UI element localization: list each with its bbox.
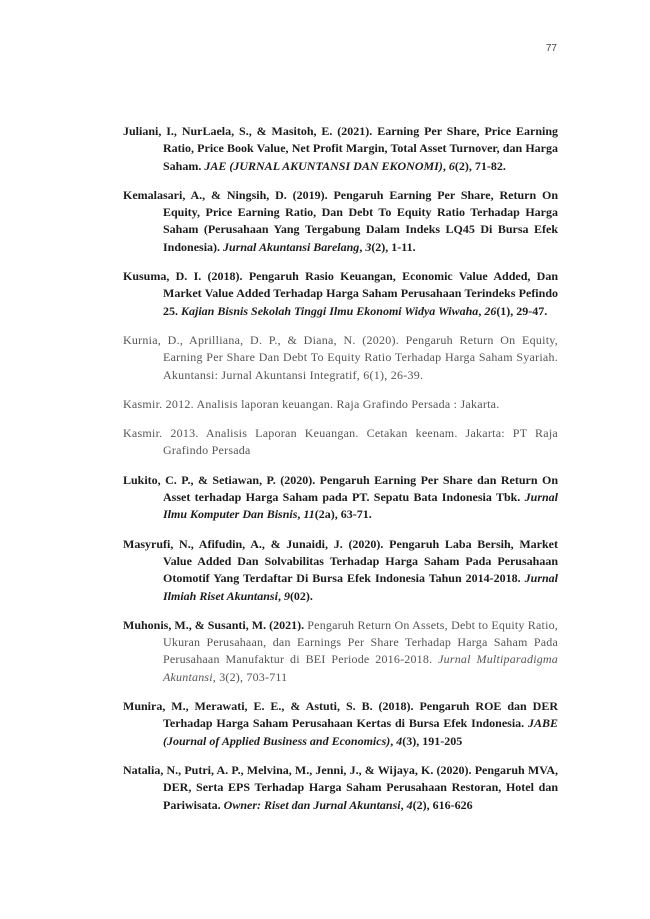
reference-authors: Kasmir. 2012. — [123, 396, 194, 411]
reference-title: Analisis laporan keuangan. Raja Grafindo Persada : Jakarta. — [193, 396, 500, 411]
reference-volume: 3 — [219, 669, 226, 684]
reference-title: Pengaruh Earning Per Share dan Return On Asset terhadap Harga Saham pada PT. Sepatu Bata Indonesia Tbk. — [163, 472, 558, 505]
reference-volume: 6 — [448, 158, 455, 173]
reference-sep: , — [277, 588, 284, 603]
reference-journal: Jurnal Akuntansi Barelang — [223, 239, 360, 254]
reference-title: Analisis Laporan Keuangan. Cetakan keenam. Jakarta: PT Raja Grafindo Persada — [163, 426, 558, 458]
reference-journal: JABE (Journal of Applied Business and Economics) — [163, 716, 558, 748]
reference-authors: Kemalasari, A., & Ningsih, D. (2019). — [123, 187, 328, 202]
reference-journal: Jurnal Multiparadigma Akuntansi — [163, 652, 558, 684]
reference-sep: , — [390, 733, 397, 748]
reference-authors: Kasmir. 2013. — [123, 426, 199, 441]
reference-issue-pages: (1), 29-47. — [496, 303, 548, 318]
reference-authors: Muhonis, M., & Susanti, M. (2021). — [123, 617, 305, 632]
reference-title: Pengaruh MVA, DER, Serta EPS Terhadap Harga Saham Perusahaan Restoran, Hotel dan Pariwisata. — [163, 762, 558, 812]
reference-issue-pages: (2a), 63-71. — [314, 507, 372, 522]
reference-sep: , — [359, 239, 366, 254]
reference-journal: Jurnal Ilmiah Riset Akuntansi — [163, 571, 558, 603]
reference-volume: 4 — [406, 797, 413, 812]
reference-entry — [123, 617, 558, 686]
reference-entry — [123, 187, 558, 256]
reference-entry — [123, 332, 558, 384]
reference-entry — [123, 762, 558, 814]
reference-entry — [123, 472, 558, 524]
page-number: 77 — [545, 43, 557, 54]
reference-sep: , — [400, 797, 407, 812]
reference-entry — [123, 396, 558, 413]
reference-entry — [123, 268, 558, 320]
reference-title: Pengaruh Earning Per Share, Return On Equity, Price Earning Ratio, Dan Debt To Equity Ratio Terhadap Harga Saham (Perusahaan Yang Tergabung Dalam Indeks LQ45 Di Bursa Efek Indonesia). — [163, 187, 558, 254]
reference-issue-pages: (2), 71-82. — [454, 158, 506, 173]
reference-entry — [123, 698, 558, 750]
reference-issue-pages: (3), 191-205 — [402, 733, 463, 748]
reference-issue-pages: (2), 703-711 — [225, 669, 288, 684]
reference-journal: JAE (JURNAL AKUNTANSI DAN EKONOMI) — [204, 158, 443, 173]
reference-authors: Juliani, I., NurLaela, S., & Masitoh, E. (2021). — [123, 124, 373, 138]
reference-title: Pengaruh Return On Assets, Debt to Equity Ratio, Ukuran Perusahaan, dan Earnings Per Share Terhadap Harga Saham Pada Perusahaan Manufaktur di BEI Periode 2016-2018. — [163, 617, 558, 667]
reference-entry — [123, 425, 558, 460]
reference-title: Earning Per Share, Price Earning Ratio, Price Book Value, Net Profit Margin, Total Asset Turnover, dan Harga Saham. — [163, 124, 558, 173]
reference-sep: , — [478, 303, 485, 318]
reference-title: Pengaruh Rasio Keuangan, Economic Value Added, Dan Market Value Added Terhadap Harga Saham Perusahaan Terindeks Pefindo 25. — [163, 269, 558, 318]
reference-sep: , — [212, 669, 220, 684]
reference-title: Pengaruh Laba Bersih, Market Value Added Dan Solvabilitas Terhadap Harga Saham Pada Perusahaan Otomotif Yang Terdaftar Di Bursa Efek Indonesia Tahun 2014-2018. — [163, 536, 558, 586]
reference-issue-pages: (2), 616-626 — [412, 797, 473, 812]
reference-list — [123, 123, 558, 826]
reference-sep: , — [297, 507, 304, 522]
reference-volume: 9 — [283, 588, 290, 603]
reference-volume: 26 — [484, 303, 497, 318]
reference-volume: 3 — [365, 239, 372, 254]
reference-title: Pengaruh ROE dan DER Terhadap Harga Saham Perusahaan Kertas di Bursa Efek Indonesia. — [163, 699, 558, 731]
reference-authors: Natalia, N., Putri, A. P., Melvina, M., Jenni, J., & Wijaya, K. (2020). — [123, 762, 472, 777]
reference-journal: Kajian Bisnis Sekolah Tinggi Ilmu Ekonomi Widya Wiwaha — [181, 303, 479, 318]
reference-journal: Jurnal Ilmu Komputer Dan Bisnis — [163, 490, 558, 522]
reference-issue-pages: (2), 1-11. — [371, 239, 416, 254]
reference-authors: Kusuma, D. I. (2018). — [123, 269, 243, 284]
reference-authors: Masyrufi, N., Afifudin, A., & Junaidi, J. (2020). — [123, 536, 384, 551]
reference-journal: Owner: Riset dan Jurnal Akuntansi — [223, 797, 401, 812]
reference-sep: , — [442, 158, 449, 173]
reference-volume: 11 — [303, 507, 315, 522]
reference-issue-pages: (02). — [289, 588, 313, 603]
reference-entry — [123, 536, 558, 605]
reference-entry — [123, 123, 558, 175]
reference-authors: Kurnia, D., Aprilliana, D. P., & Diana, N. (2020). — [123, 332, 399, 347]
reference-volume: 4 — [396, 733, 403, 748]
reference-authors: Munira, M., Merawati, E. E., & Astuti, S. B. (2018). — [123, 699, 414, 714]
reference-authors: Lukito, C. P., & Setiawan, P. (2020). — [123, 472, 316, 487]
reference-title: Pengaruh Return On Equity, Earning Per Share Dan Debt To Equity Ratio Terhadap Harga Saham Syariah. Akuntansi: Jurnal Akuntansi Integratif, 6(1), 26-39. — [163, 332, 558, 382]
